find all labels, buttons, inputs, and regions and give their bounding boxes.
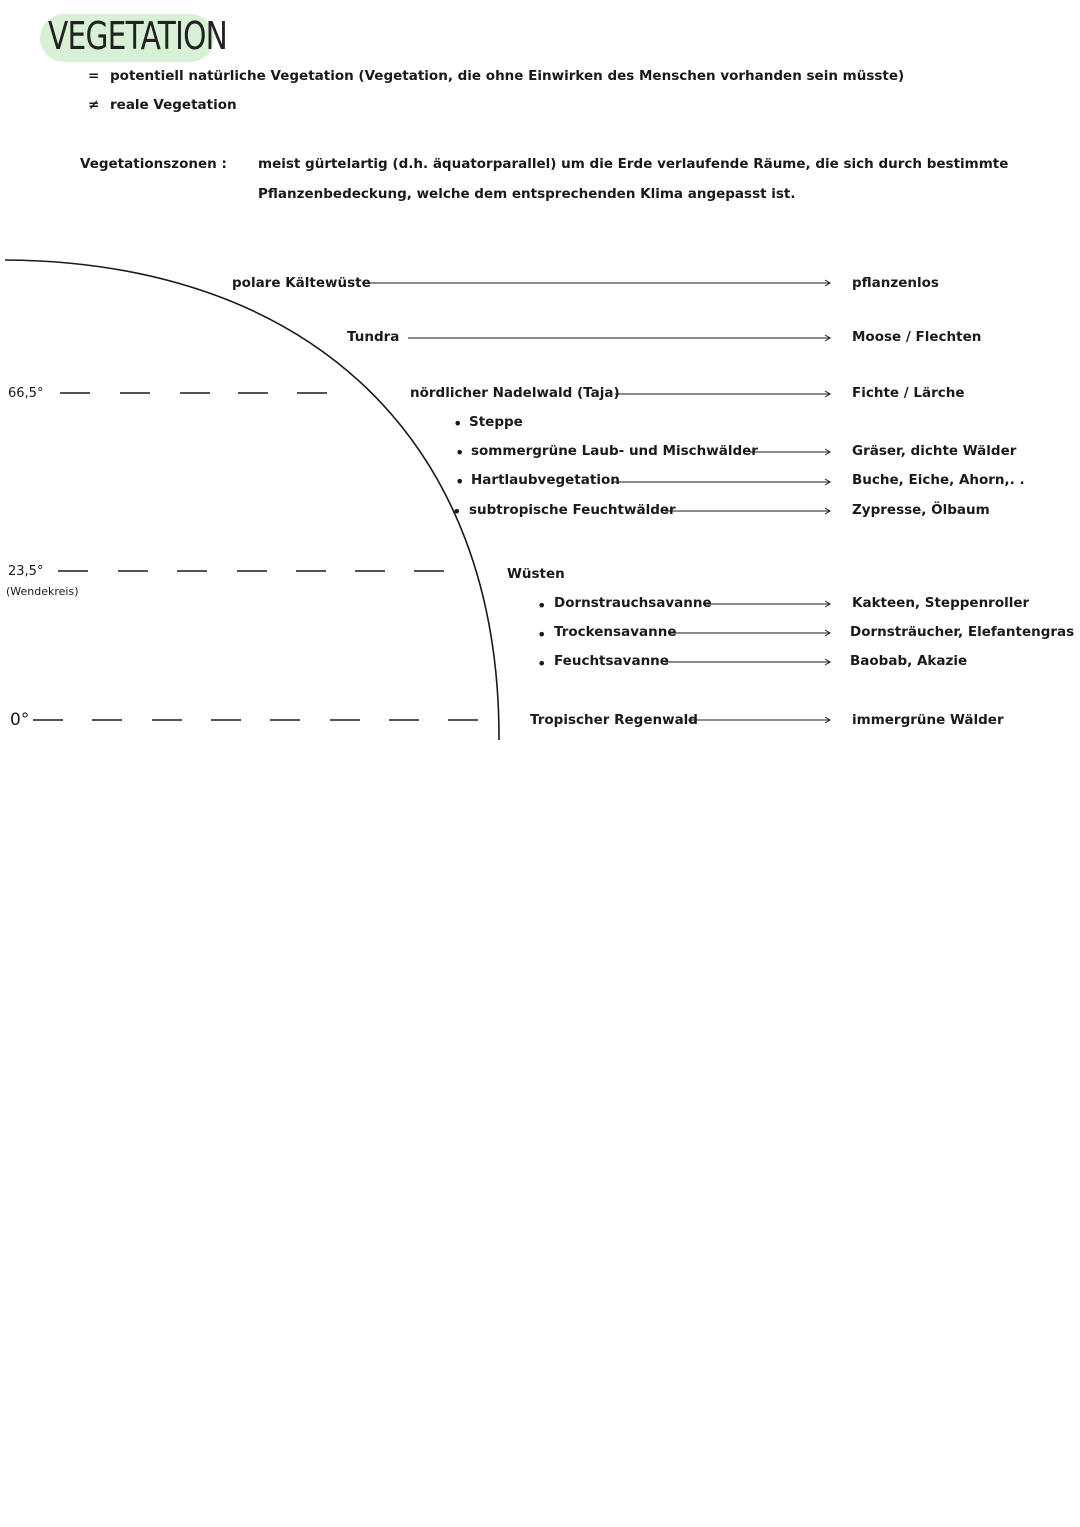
vegetation-hartlaub: Buche, Eiche, Ahorn,. .	[852, 472, 1025, 488]
vegetation-tundra: Moose / Flechten	[852, 329, 982, 345]
arrow-trocken	[668, 630, 830, 636]
latitude-66-label: 66,5°	[8, 386, 44, 401]
vegetation-feucht: Baobab, Akazie	[850, 653, 968, 669]
zone-subtrop: subtropische Feuchtwälder	[469, 502, 676, 518]
definition-not-equal-symbol: ≠	[88, 97, 100, 113]
zone-dorn: Dornstrauchsavanne	[554, 595, 712, 611]
definition-potential: potentiell natürliche Vegetation (Vegetation, die ohne Einwirken des Menschen vorhanden sein müsste)	[110, 68, 905, 84]
zone-hartlaub: Hartlaubvegetation	[471, 472, 620, 488]
latitude-23-note: (Wendekreis)	[6, 585, 79, 598]
vegetation-laub: Gräser, dichte Wälder	[852, 443, 1017, 459]
zone-wuesten: Wüsten	[507, 566, 565, 582]
latitude-23-label: 23,5°	[8, 564, 44, 579]
vegetation-subtrop: Zypresse, Ölbaum	[852, 502, 990, 518]
zone-steppe: Steppe	[469, 414, 523, 430]
definition-equals-symbol: =	[88, 68, 100, 84]
vegetation-taiga: Fichte / Lärche	[852, 385, 965, 401]
bullet-icon: •	[537, 596, 547, 615]
arrow-polar	[362, 280, 830, 286]
arrow-subtrop	[665, 508, 830, 514]
zones-definition-line2: Pflanzenbedeckung, welche dem entsprechenden Klima angepasst ist.	[258, 186, 796, 202]
latitude-0-label: 0°	[10, 710, 30, 730]
zones-definition-line1: meist gürtelartig (d.h. äquatorparallel) um die Erde verlaufende Räume, die sich durch bestimmte	[258, 156, 1009, 172]
arrow-taiga	[615, 391, 830, 397]
bullet-icon: •	[452, 502, 462, 521]
zone-tundra: Tundra	[347, 329, 400, 345]
arrow-regenwald	[688, 717, 830, 723]
bullet-icon: •	[453, 414, 463, 433]
definition-real: reale Vegetation	[110, 97, 237, 113]
zone-feucht: Feuchtsavanne	[554, 653, 669, 669]
bullet-icon: •	[455, 472, 465, 491]
zone-trocken: Trockensavanne	[554, 624, 677, 640]
bullet-icon: •	[537, 625, 547, 644]
zone-polar: polare Kältewüste	[232, 275, 371, 291]
arrow-hartlaub	[612, 479, 830, 485]
arrow-tundra	[408, 335, 830, 341]
vegetation-polar: pflanzenlos	[852, 275, 939, 291]
vegetation-regenwald: immergrüne Wälder	[852, 712, 1004, 728]
zone-regenwald: Tropischer Regenwald	[530, 712, 698, 728]
page-title: VEGETATION	[48, 14, 228, 58]
vegetation-trocken: Dornsträucher, Elefantengras	[850, 624, 1075, 640]
arrow-feucht	[665, 659, 830, 665]
vegetation-dorn: Kakteen, Steppenroller	[852, 595, 1030, 611]
zone-laub: sommergrüne Laub- und Mischwälder	[471, 443, 758, 459]
zone-taiga: nördlicher Nadelwald (Taja)	[410, 385, 620, 401]
arrow-laub	[750, 449, 830, 455]
bullet-icon: •	[455, 443, 465, 462]
zones-term: Vegetationszonen :	[80, 156, 227, 172]
earth-arc	[5, 260, 499, 740]
bullet-icon: •	[537, 654, 547, 673]
arrow-dorn	[703, 601, 830, 607]
